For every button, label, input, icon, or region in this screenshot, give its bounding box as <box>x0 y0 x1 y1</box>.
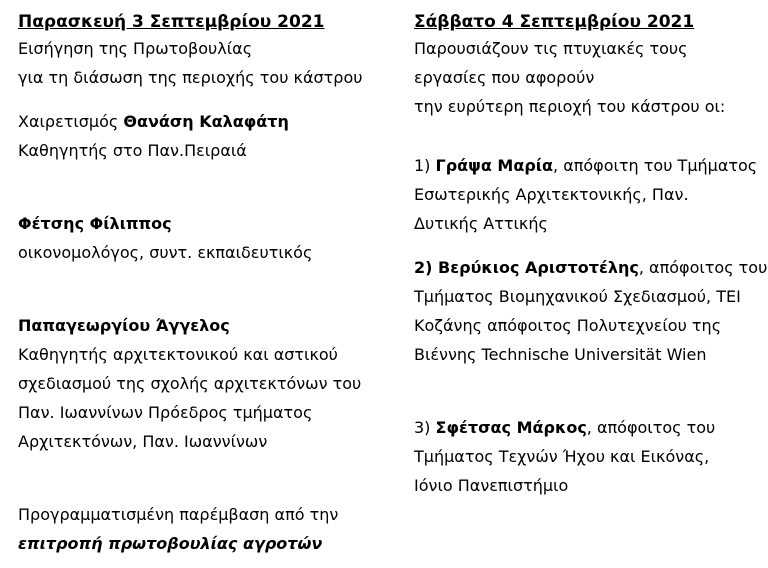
presenter1-line-1 <box>414 151 764 180</box>
friday-intro-line-2: για τη διάσωση της περιοχής του κάστρου <box>18 68 363 87</box>
presenter2-desc-2: Τμήματος Βιομηχανικού Σχεδιασμού, ΤΕΙ <box>414 287 741 306</box>
presenter2-name: Βερύκιος Αριστοτέλης <box>438 258 639 277</box>
speaker3-role-line-2: σχεδιασμού της σχολής αρχιτεκτόνων του <box>18 374 362 393</box>
saturday-intro-line-3: την ευρύτερη περιοχή του κάστρου οι: <box>414 97 726 116</box>
presenter3-number: 3) <box>414 418 436 437</box>
saturday-header: Σάββατο 4 Σεπτεμβρίου 2021 <box>414 12 695 32</box>
speaker3-role-line-4: Αρχιτεκτόνων, Παν. Ιωαννίνων <box>18 432 268 451</box>
greeting-speaker-role: Καθηγητής στο Παν.Πειραιά <box>18 141 247 160</box>
presenter1-number: 1) <box>414 156 436 175</box>
speaker2-name: Φέτσης Φίλιππος <box>18 214 172 233</box>
speaker3-name: Παπαγεωργίου Άγγελος <box>18 316 230 335</box>
saturday-intro-line-2: εργασίες που αφορούν <box>414 68 595 87</box>
greeting-speaker-name: Θανάση Καλαφάτη <box>123 112 289 131</box>
speaker3-role-line-3: Παν. Ιωαννίνων Πρόεδρος τμήματος <box>18 403 313 422</box>
greeting-prefix: Χαιρετισμός <box>18 112 124 131</box>
presenter1-desc-3: Δυτικής Αττικής <box>414 214 548 233</box>
presenter3-desc-2: Τμήματος Τεχνών Ήχου και Εικόνας, <box>414 447 710 466</box>
closing-line-2: επιτροπή πρωτοβουλίας αγροτών <box>18 534 323 553</box>
presenter2-desc-4: Βιέννης Technische Universität Wien <box>414 345 707 364</box>
greeting-line <box>18 107 398 136</box>
presenter3-line-1 <box>414 413 764 442</box>
friday-header: Παρασκευή 3 Σεπτεμβρίου 2021 <box>18 12 325 32</box>
saturday-intro-line-1: Παρουσιάζουν τις πτυχιακές τους <box>414 39 688 58</box>
presenter3-desc-3: Ιόνιο Πανεπιστήμιο <box>414 476 569 495</box>
presenter1-desc-2: Εσωτερικής Αρχιτεκτονικής, Παν. <box>414 185 689 204</box>
presenter2-desc-1: , απόφοιτος του <box>638 258 768 277</box>
closing-line-1: Προγραμματισμένη παρέμβαση από την <box>18 505 339 524</box>
presenter3-name: Σφέτσας Μάρκος <box>435 418 587 437</box>
saturday-column <box>414 10 768 500</box>
presenter2-number: 2) <box>414 258 439 277</box>
presenter3-desc-1: , απόφοιτος του <box>586 418 716 437</box>
friday-column <box>18 10 398 558</box>
friday-intro-line-1: Εισήγηση της Πρωτοβουλίας <box>18 39 253 58</box>
presenter1-desc-1: , απόφοιτη του Τμήματος <box>553 156 758 175</box>
presenter2-line-1 <box>414 253 768 282</box>
presenter2-desc-3: Κοζάνης απόφοιτος Πολυτεχνείου της <box>414 316 722 335</box>
speaker3-role-line-1: Καθηγητής αρχιτεκτονικού και αστικού <box>18 345 338 364</box>
speaker2-role: οικονομολόγος, συντ. εκπαιδευτικός <box>18 243 313 262</box>
presenter1-name: Γράψα Μαρία <box>435 156 554 175</box>
